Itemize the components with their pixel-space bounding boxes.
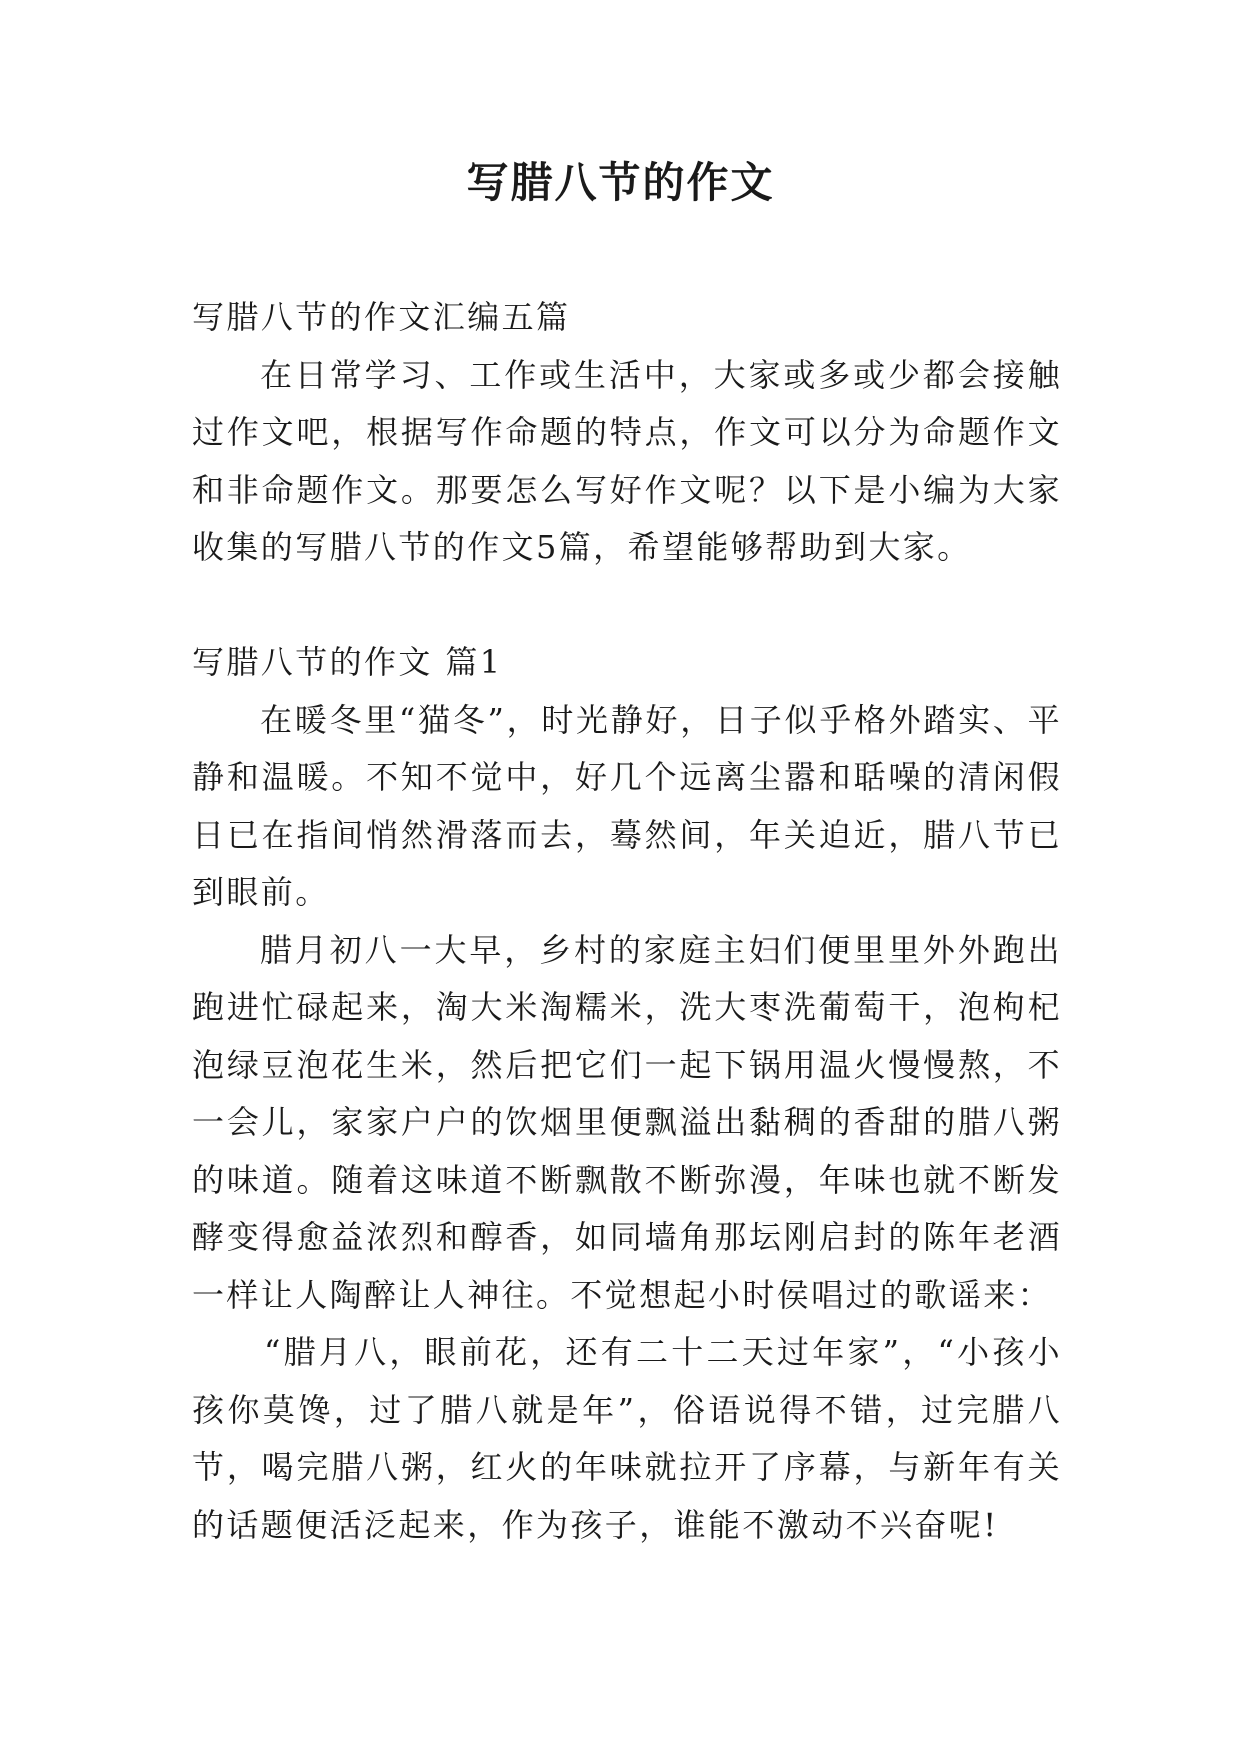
paragraph-spacer	[192, 577, 1062, 635]
section-heading: 写腊八节的作文 篇1	[192, 643, 503, 681]
body-paragraph-2: 腊月初八一大早，乡村的家庭主妇们便里里外外跑出跑进忙碌起来，淘大米淘糯米，洗大枣洗葡萄干，泡枸杞泡绿豆泡花生米，然后把它们一起下锅用温火慢慢熬，不一会儿，家家户户的饮烟里便飘溢出黏稠的香甜的腊八粥的味道。随着这味道不断飘散不断弥漫，年味也就不断发酵变得愈益浓烈和醇香，如同墙角那坛刚启封的陈年老酒一样让人陶醉让人神往。不觉想起小时侯唱过的歌谣来：	[192, 930, 1062, 1314]
document-title: 写腊八节的作文	[466, 158, 775, 207]
body-paragraph-1: 在暖冬里“猫冬”，时光静好，日子似乎格外踏实、平静和温暖。不知不觉中，好几个远离尘嚣和聒噪的清闲假日已在指间悄然滑落而去，蓦然间，年关迫近，腊八节已到眼前。	[192, 700, 1062, 911]
intro-paragraph: 在日常学习、工作或生活中，大家或多或少都会接触过作文吧，根据写作命题的特点，作文可以分为命题作文和非命题作文。那要怎么写好作文呢？以下是小编为大家收集的写腊八节的作文5篇，希望能够帮助到大家。	[192, 355, 1062, 566]
document-subtitle: 写腊八节的作文汇编五篇	[192, 298, 571, 336]
document-body	[192, 289, 1062, 1554]
body-paragraph-3: “腊月八，眼前花，还有二十二天过年家”，“小孩小孩你莫馋，过了腊八就是年”，俗语说得不错，过完腊八节，喝完腊八粥，红火的年味就拉开了序幕，与新年有关的话题便活泛起来，作为孩子，谁能不激动不兴奋呢!	[192, 1333, 1062, 1544]
